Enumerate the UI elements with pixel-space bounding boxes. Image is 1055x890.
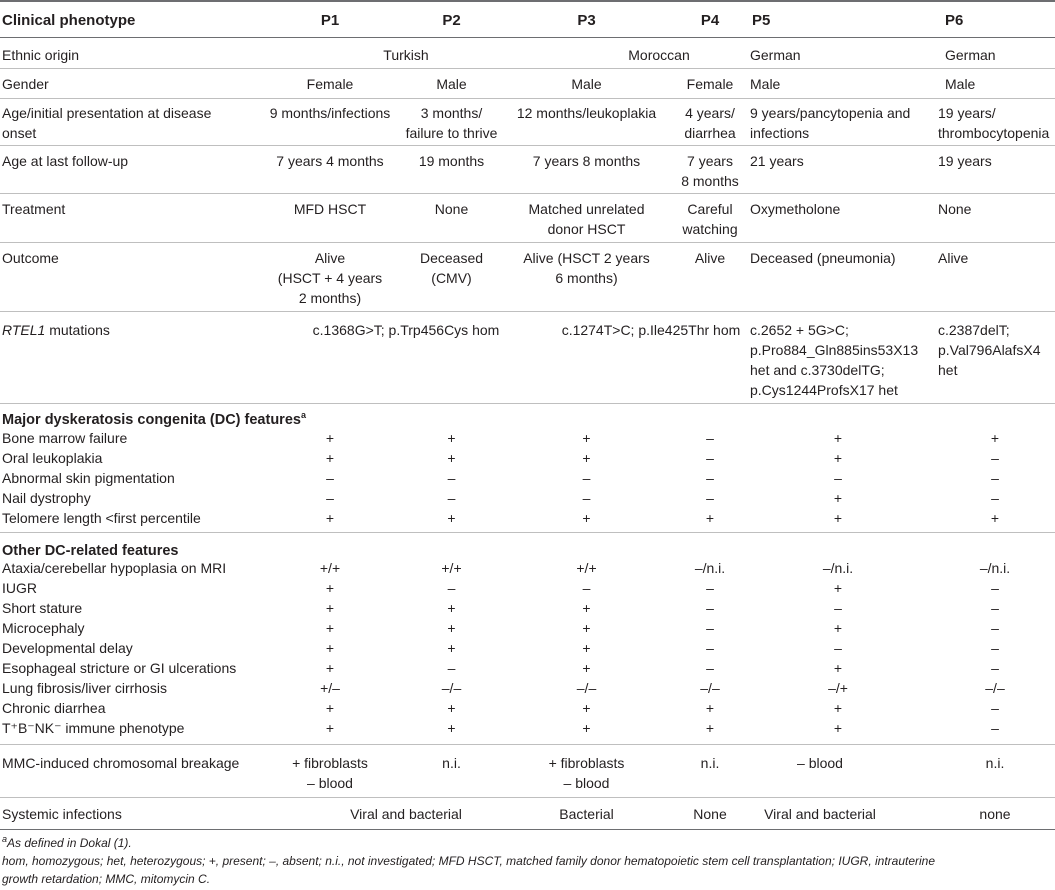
cell-p2-cont: failure to thrive	[405, 125, 498, 141]
cell-p1-p2: c.1368G>T; p.Trp456Cys hom	[312, 322, 500, 338]
cell-p5: +	[833, 510, 843, 526]
cell-p1: +	[325, 620, 335, 636]
section-major-title-row	[0, 404, 1055, 428]
header-p1: P1	[320, 12, 340, 29]
footnote-abbreviations-cont: growth retardation; MMC, mitomycin C.	[2, 872, 211, 886]
table-header-row	[0, 0, 1055, 38]
cell-p6: n.i.	[985, 755, 1005, 771]
header-p4: P4	[700, 12, 720, 29]
cell-p3-cont: – blood	[563, 775, 610, 791]
section-title-text: Major dyskeratosis congenita (DC) features	[2, 412, 301, 428]
cell-p5: +	[833, 700, 843, 716]
mutations-row	[0, 312, 1055, 404]
cell-p4: –	[706, 450, 714, 466]
cell-p6: 19 years	[938, 153, 992, 169]
cell-p1: +	[325, 700, 335, 716]
cell-p1: +	[325, 720, 335, 736]
row-label: Outcome	[2, 250, 59, 266]
cell-p1: +/–	[320, 680, 340, 696]
footnote-a	[2, 834, 132, 852]
cell-p4: n.i.	[700, 755, 720, 771]
cell-p6: Alive	[938, 250, 969, 266]
table-row	[0, 638, 1055, 658]
footnote-abbreviations: hom, homozygous; het, heterozygous; +, present; –, absent; n.i., not investigated; MFD HSCT, matched family donor hematopoietic stem cell transplantation; IUGR, intrauterine	[2, 854, 936, 868]
row-label: Chronic diarrhea	[2, 700, 106, 716]
cell-p3: +	[582, 430, 591, 446]
cell-p1: +	[325, 430, 335, 446]
cell-p1: +	[325, 510, 335, 526]
table-row	[0, 718, 1055, 738]
cell-p5: Viral and bacterial	[764, 806, 876, 822]
footnote-a-text: As defined in Dokal (1).	[7, 836, 132, 850]
ethnic-origin-row	[0, 38, 1055, 69]
age-followup-row	[0, 146, 1055, 194]
mmc-row	[0, 744, 1055, 798]
cell-p2-cont: (CMV)	[431, 270, 472, 286]
cell-p4: +	[705, 510, 715, 526]
table-row	[0, 428, 1055, 448]
cell-p4: –/n.i.	[694, 560, 726, 576]
gene-name: RTEL1	[2, 322, 46, 338]
cell-p3: Male	[571, 76, 602, 92]
cell-p1: –	[326, 490, 334, 506]
row-label: Ethnic origin	[2, 47, 80, 63]
cell-p4: –	[706, 430, 714, 446]
cell-p6: –	[991, 450, 999, 466]
cell-p3: –	[582, 490, 591, 506]
cell-p1-cont2: 2 months)	[298, 290, 362, 306]
table-row	[0, 508, 1055, 528]
cell-p3-cont: donor HSCT	[547, 221, 626, 237]
cell-p5: –	[834, 600, 842, 616]
cell-p4: +	[705, 720, 715, 736]
row-label: Abnormal skin pigmentation	[2, 470, 175, 486]
cell-p1: +	[325, 660, 335, 676]
cell-p2: –	[447, 660, 456, 676]
systemic-infections-row	[0, 798, 1055, 830]
cell-p4-cont: diarrhea	[684, 125, 736, 141]
cell-p1: +	[325, 640, 335, 656]
cell-p2: +	[447, 600, 456, 616]
cell-p6: German	[945, 47, 996, 63]
cell-p2: +	[447, 450, 456, 466]
cell-p2: Male	[436, 76, 467, 92]
cell-p2: +	[447, 640, 456, 656]
footnote-marker: a	[300, 410, 306, 421]
cell-p6-cont2: het	[938, 362, 958, 378]
cell-p3: –/–	[576, 680, 597, 696]
outcome-row	[0, 243, 1055, 312]
cell-p3: +/+	[576, 560, 597, 576]
cell-p3: +	[582, 640, 591, 656]
cell-p3: –	[582, 470, 591, 486]
cell-p2: None	[434, 201, 469, 217]
cell-p2: +	[447, 700, 456, 716]
cell-p4: –/–	[700, 680, 720, 696]
cell-p6: none	[979, 806, 1011, 822]
cell-p4: –	[706, 490, 714, 506]
header-p6: P6	[945, 12, 964, 29]
cell-p5: +	[833, 430, 843, 446]
table-row	[0, 488, 1055, 508]
row-label: T⁺B⁻NK⁻ immune phenotype	[2, 720, 185, 736]
cell-p6: –	[991, 700, 999, 716]
header-p5: P5	[752, 12, 771, 29]
cell-p5: +	[833, 660, 843, 676]
cell-p6: +	[990, 510, 1000, 526]
cell-p6: None	[938, 201, 972, 217]
cell-p4: Alive	[694, 250, 726, 266]
cell-p3: Alive (HSCT 2 years	[523, 250, 650, 266]
cell-p3-p4: c.1274T>C; p.Ile425Thr hom	[561, 322, 741, 338]
cell-p4: None	[693, 806, 727, 822]
table-row	[0, 698, 1055, 718]
cell-p5-cont2: het and c.3730delTG;	[750, 362, 885, 378]
row-label: Oral leukoplakia	[2, 450, 103, 466]
cell-p5: Male	[750, 76, 781, 92]
row-label: Treatment	[2, 201, 66, 217]
cell-p6: –	[991, 470, 999, 486]
cell-p6: 19 years/	[938, 105, 996, 121]
cell-p3: + fibroblasts	[548, 755, 625, 771]
table-row	[0, 448, 1055, 468]
cell-p5: Deceased (pneumonia)	[750, 250, 896, 266]
cell-p5: +	[833, 450, 843, 466]
row-label: Gender	[2, 76, 49, 92]
table-row	[0, 658, 1055, 678]
cell-p4: –	[706, 660, 714, 676]
cell-p5: +	[833, 490, 843, 506]
cell-p2: –	[447, 580, 456, 596]
major-features-group	[0, 428, 1055, 532]
row-label: Microcephaly	[2, 620, 85, 636]
cell-p1: +	[325, 580, 335, 596]
cell-p6: –	[991, 580, 999, 596]
cell-p3: Bacterial	[559, 806, 614, 822]
cell-p3: +	[582, 660, 591, 676]
cell-p2: +/+	[441, 560, 462, 576]
cell-p6: –/–	[985, 680, 1005, 696]
row-label: Short stature	[2, 600, 83, 616]
cell-p6: c.2387delT;	[938, 322, 1010, 338]
age-onset-row	[0, 99, 1055, 146]
cell-p4: 7 years	[687, 153, 733, 169]
cell-p4: –	[706, 620, 714, 636]
cell-p2: +	[447, 510, 456, 526]
cell-p4: –	[706, 600, 714, 616]
cell-p3-cont: 6 months)	[555, 270, 618, 286]
cell-p5: –/+	[828, 680, 848, 696]
cell-p2: 19 months	[418, 153, 485, 169]
cell-p5: 21 years	[750, 153, 804, 169]
header-clinical-phenotype: Clinical phenotype	[2, 12, 136, 29]
header-p3: P3	[577, 12, 596, 29]
cell-p1-cont: (HSCT + 4 years	[277, 270, 383, 286]
cell-p2: +	[447, 720, 456, 736]
cell-p6: –	[991, 600, 999, 616]
cell-p5: –/n.i.	[822, 560, 854, 576]
cell-p1-cont: – blood	[307, 775, 353, 791]
cell-p6: Male	[945, 76, 976, 92]
cell-p6: –	[991, 720, 999, 736]
row-label-rest: mutations	[45, 322, 110, 338]
header-p2: P2	[442, 12, 461, 29]
row-label: Bone marrow failure	[2, 430, 128, 446]
cell-p2: n.i.	[442, 755, 461, 771]
cell-p2: +	[447, 430, 456, 446]
cell-p4: Female	[686, 76, 734, 92]
other-features-group	[0, 558, 1055, 744]
row-label: MMC-induced chromosomal breakage	[2, 755, 240, 771]
cell-p3: 12 months/leukoplakia	[516, 105, 657, 121]
cell-p5: Oxymetholone	[750, 201, 841, 217]
section-other-title-row	[0, 532, 1055, 558]
cell-p6: –	[991, 490, 999, 506]
cell-p1: 7 years 4 months	[276, 153, 384, 169]
cell-p4: 4 years/	[685, 105, 735, 121]
row-label	[2, 320, 110, 340]
cell-p1: +/+	[319, 560, 341, 576]
cell-p2: –/–	[441, 680, 462, 696]
row-label: Systemic infections	[2, 806, 122, 822]
row-label: Age at last follow-up	[2, 153, 129, 169]
cell-p4: –	[706, 580, 714, 596]
footnote-a-marker: a	[2, 834, 8, 844]
cell-p5: +	[833, 620, 843, 636]
table-row	[0, 558, 1055, 578]
cell-p6: –/n.i.	[979, 560, 1011, 576]
cell-p3: Matched unrelated	[528, 201, 645, 217]
cell-p1: +	[325, 600, 335, 616]
row-label: Telomere length <first percentile	[2, 510, 201, 526]
cell-p2: –	[447, 490, 456, 506]
row-label: Ataxia/cerebellar hypoplasia on MRI	[2, 560, 227, 576]
cell-p5-cont: infections	[750, 125, 810, 141]
cell-p1: –	[326, 470, 334, 486]
cell-p3: +	[582, 620, 591, 636]
cell-p4-cont: 8 months	[681, 173, 739, 189]
cell-p2: 3 months/	[420, 105, 483, 121]
cell-p1: +	[325, 450, 335, 466]
cell-p5-cont3: p.Cys1244ProfsX17 het	[750, 382, 898, 398]
cell-p6: +	[990, 430, 1000, 446]
cell-p1: MFD HSCT	[293, 201, 367, 217]
row-label: Age/initial presentation at disease	[2, 105, 212, 121]
cell-p1: + fibroblasts	[292, 755, 368, 771]
cell-p5: –	[834, 640, 842, 656]
row-label: Nail dystrophy	[2, 490, 91, 506]
section-title: Other DC-related features	[2, 543, 179, 559]
table-row	[0, 468, 1055, 488]
cell-p5: – blood	[797, 755, 843, 771]
row-label: Developmental delay	[2, 640, 133, 656]
cell-p5: c.2652 + 5G>C;	[750, 322, 849, 338]
section-title	[2, 410, 306, 430]
cell-p1-p2: Turkish	[383, 47, 429, 63]
gender-row	[0, 69, 1055, 99]
cell-p3: +	[582, 720, 591, 736]
cell-p5: 9 years/pancytopenia and	[750, 105, 911, 121]
row-label: Esophageal stricture or GI ulcerations	[2, 660, 237, 676]
table-row	[0, 678, 1055, 698]
cell-p1: Female	[306, 76, 354, 92]
cell-p4: –	[706, 640, 714, 656]
cell-p1-p2: Viral and bacterial	[350, 806, 462, 822]
cell-p5: –	[834, 470, 842, 486]
cell-p3: +	[582, 600, 591, 616]
cell-p3: +	[582, 700, 591, 716]
cell-p5-cont: p.Pro884_Gln885ins53X13	[750, 342, 919, 358]
cell-p5: +	[833, 720, 843, 736]
cell-p2: Deceased	[419, 250, 484, 266]
cell-p2: +	[447, 620, 456, 636]
cell-p3: 7 years 8 months	[532, 153, 641, 169]
cell-p2: –	[447, 470, 456, 486]
table-row	[0, 578, 1055, 598]
cell-p1: 9 months/infections	[269, 105, 391, 121]
cell-p3: +	[582, 450, 591, 466]
cell-p4: Careful	[687, 201, 733, 217]
cell-p6-cont: p.Val796AlafsX4	[938, 342, 1041, 358]
cell-p3: –	[582, 580, 591, 596]
cell-p4-cont: watching	[682, 221, 738, 237]
treatment-row	[0, 194, 1055, 243]
cell-p4: –	[706, 470, 714, 486]
table-row	[0, 598, 1055, 618]
cell-p5: German	[750, 47, 801, 63]
cell-p5: +	[833, 580, 843, 596]
cell-p3: +	[582, 510, 591, 526]
cell-p6: –	[991, 660, 999, 676]
footnotes	[0, 830, 1055, 890]
table-row	[0, 618, 1055, 638]
cell-p3-p4: Moroccan	[628, 47, 690, 63]
cell-p4: +	[705, 700, 715, 716]
row-label-cont: onset	[2, 125, 37, 141]
cell-p6: –	[991, 640, 999, 656]
row-label: IUGR	[2, 580, 37, 596]
cell-p6: –	[991, 620, 999, 636]
cell-p6-cont: thrombocytopenia	[938, 125, 1050, 141]
row-label: Lung fibrosis/liver cirrhosis	[2, 680, 167, 696]
cell-p1: Alive	[314, 250, 346, 266]
